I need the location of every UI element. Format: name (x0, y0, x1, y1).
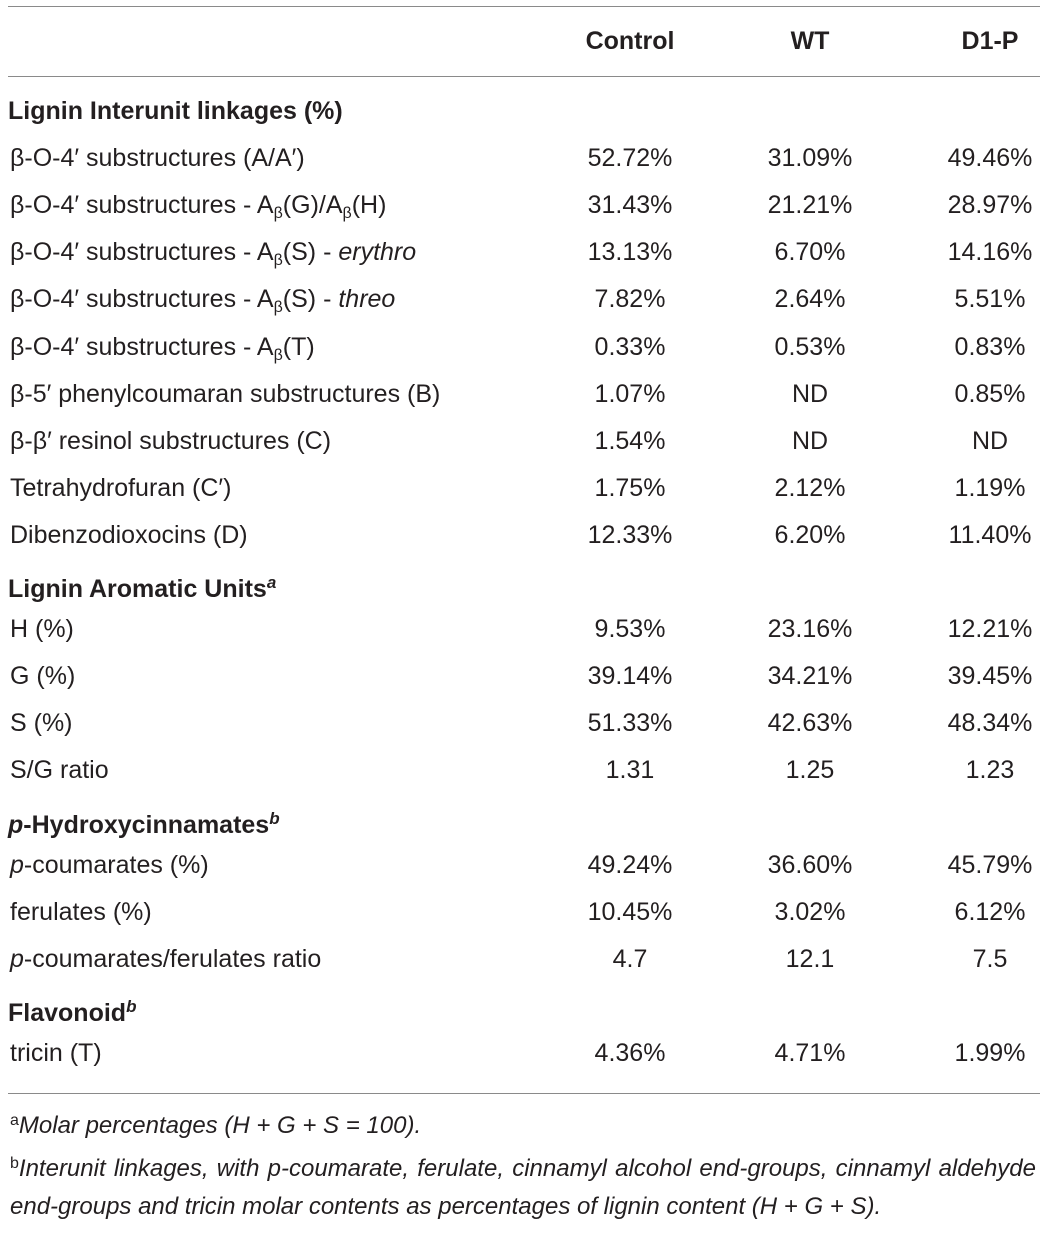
value-wt: 6.20% (774, 520, 846, 549)
section-title-italic: p (8, 810, 24, 839)
value-d1p: 48.34% (947, 709, 1033, 738)
value-control: 52.72% (587, 144, 673, 173)
footnote-b-text: Interunit linkages, with p-coumarate, ferulate, cinnamyl alcohol end-groups, cinnamyl aldehyde end-groups and tricin molar contents as percentages of lignin content (H + G + S). (10, 1155, 1036, 1220)
row-label (10, 653, 75, 700)
row-label (10, 229, 416, 276)
value-control: 1.75% (594, 473, 666, 502)
row-label-text: Dibenzodioxocins (D) (10, 520, 248, 549)
beta-subscript: β (273, 299, 283, 317)
row-label-suffix: (S) - (282, 238, 339, 267)
row-label-text: Tetrahydrofuran (C′) (10, 473, 232, 502)
section-row (0, 983, 1045, 1030)
row-label (10, 418, 331, 465)
row-label-text: -coumarates (%) (23, 850, 209, 879)
section-title (8, 88, 343, 135)
table-row (0, 371, 1045, 418)
row-label (10, 700, 73, 747)
row-label-suffix: (S) - (282, 285, 339, 314)
section-row (0, 795, 1045, 842)
section-title (8, 795, 280, 842)
value-wt: 34.21% (767, 662, 853, 691)
value-wt: 31.09% (767, 144, 853, 173)
row-label-italic: p (10, 944, 24, 973)
row-label-suffix: (H) (351, 191, 387, 220)
row-label-text: tricin (T) (10, 1039, 102, 1067)
table-row (0, 512, 1045, 559)
section-title-text: -Hydroxycinnamates (23, 810, 270, 839)
table-row (0, 700, 1045, 747)
value-control: 39.14% (587, 662, 673, 691)
value-d1p: 7.5 (972, 944, 1008, 973)
value-d1p: 14.16% (947, 238, 1033, 267)
header-rule (8, 76, 1040, 77)
beta-subscript: β (342, 205, 352, 223)
row-label-italic: threo (338, 285, 396, 314)
value-d1p: 39.45% (947, 662, 1033, 691)
bottom-rule (8, 1093, 1040, 1094)
section-note-mark: b (126, 996, 137, 1016)
section-title (8, 983, 136, 1030)
header-control: Control (585, 27, 675, 55)
value-wt: 23.16% (767, 615, 853, 644)
value-d1p: 0.83% (954, 332, 1026, 361)
table-row (0, 1030, 1045, 1077)
table-row (0, 276, 1045, 323)
value-wt: 4.71% (774, 1039, 846, 1067)
row-label-text: β-O-4′ substructures - A (10, 191, 274, 220)
table-row (0, 465, 1045, 512)
row-label-text: G (%) (10, 662, 76, 691)
value-wt: 36.60% (767, 850, 853, 879)
row-label-text: β-β′ resinol substructures (C) (10, 426, 332, 455)
row-label-text: S/G ratio (10, 756, 109, 785)
footnote-a-text: Molar percentages (H + G + S = 100). (18, 1112, 422, 1139)
row-label-italic: erythro (338, 238, 417, 267)
value-control: 13.13% (587, 238, 673, 267)
beta-subscript: β (273, 205, 283, 223)
beta-subscript: β (273, 252, 283, 270)
value-control: 7.82% (594, 285, 666, 314)
row-label-text: ferulates (%) (10, 897, 152, 926)
table-row (0, 653, 1045, 700)
value-d1p: 6.12% (954, 897, 1026, 926)
row-label-text: β-O-4′ substructures (A/A′) (10, 144, 305, 173)
table-row (0, 889, 1045, 936)
section-title-text: Lignin Interunit linkages (%) (8, 97, 343, 125)
value-control: 12.33% (587, 520, 673, 549)
row-label (10, 842, 209, 889)
value-wt: 21.21% (767, 191, 853, 220)
section-note-mark: a (266, 573, 277, 592)
value-wt: ND (791, 426, 829, 455)
table-row (0, 182, 1045, 229)
value-wt: 3.02% (774, 897, 846, 926)
row-label-suffix: (T) (282, 332, 315, 361)
table-row (0, 324, 1045, 371)
row-label-text: β-5′ phenylcoumaran substructures (B) (10, 379, 441, 408)
value-wt: 2.64% (774, 285, 846, 314)
footnote-b-mark: b (10, 1155, 19, 1172)
row-label (10, 512, 248, 559)
row-label-text: -coumarates/ferulates ratio (23, 944, 322, 973)
value-wt: 42.63% (767, 709, 853, 738)
value-wt: 2.12% (774, 473, 846, 502)
row-label-text: β-O-4′ substructures - A (10, 332, 274, 361)
value-d1p: 5.51% (954, 285, 1026, 314)
value-d1p: 11.40% (948, 520, 1032, 549)
value-wt: 12.1 (785, 944, 835, 973)
row-label (10, 135, 305, 182)
row-label (10, 465, 231, 512)
row-label (10, 936, 321, 983)
value-d1p: 12.21% (947, 615, 1033, 644)
value-d1p: 45.79% (947, 850, 1033, 879)
value-d1p: 1.99% (954, 1039, 1026, 1067)
value-d1p: 28.97% (947, 191, 1033, 220)
value-control: 0.33% (594, 332, 666, 361)
table-row (0, 936, 1045, 983)
value-control: 1.31 (605, 756, 655, 785)
header-d1p: D1-P (961, 27, 1019, 55)
value-d1p: 1.19% (954, 473, 1026, 502)
row-label (10, 1030, 102, 1077)
value-control: 4.7 (612, 944, 648, 973)
section-row (0, 559, 1045, 606)
row-label (10, 324, 315, 371)
value-d1p: 0.85% (954, 379, 1026, 408)
value-control: 1.07% (594, 379, 666, 408)
row-label-text: β-O-4′ substructures - A (10, 238, 274, 267)
value-control: 4.36% (594, 1039, 666, 1067)
value-control: 31.43% (587, 191, 673, 220)
value-control: 9.53% (594, 615, 666, 644)
section-title-text: Flavonoid (8, 998, 127, 1027)
footnotes (10, 1102, 1036, 1226)
row-label-text: β-O-4′ substructures - A (10, 285, 274, 314)
row-label (10, 276, 395, 323)
header-wt: WT (790, 27, 830, 55)
row-label (10, 371, 440, 418)
row-label (10, 606, 74, 653)
top-rule (8, 6, 1040, 7)
value-wt: 0.53% (774, 332, 846, 361)
section-title (8, 559, 276, 606)
row-label-text: H (%) (10, 615, 74, 644)
footnote-b (10, 1145, 1036, 1226)
table-row (0, 135, 1045, 182)
section-title-text: Lignin Aromatic Units (8, 575, 267, 603)
value-control: 1.54% (594, 426, 666, 455)
header-row (0, 18, 1045, 65)
table-row (0, 747, 1045, 794)
row-label (10, 889, 152, 936)
row-label-text: S (%) (10, 709, 73, 738)
table-row (0, 606, 1045, 653)
table-row (0, 842, 1045, 889)
value-d1p: ND (971, 426, 1009, 455)
table-row (0, 418, 1045, 465)
value-wt: ND (791, 379, 829, 408)
value-control: 49.24% (587, 850, 673, 879)
beta-subscript: β (273, 346, 283, 364)
row-label (10, 747, 109, 794)
table-row (0, 229, 1045, 276)
value-wt: 6.70% (774, 238, 846, 267)
row-label (10, 182, 386, 229)
value-wt: 1.25 (785, 756, 835, 785)
value-d1p: 1.23 (965, 756, 1015, 785)
section-row (0, 88, 1045, 135)
row-label-suffix: (G)/A (282, 191, 343, 220)
footnote-a (10, 1102, 1036, 1145)
value-control: 10.45% (587, 897, 673, 926)
footnote-a-mark: a (10, 1112, 19, 1129)
value-d1p: 49.46% (947, 144, 1033, 173)
value-control: 51.33% (587, 709, 673, 738)
section-note-mark: b (269, 808, 280, 828)
row-label-italic: p (10, 850, 24, 879)
